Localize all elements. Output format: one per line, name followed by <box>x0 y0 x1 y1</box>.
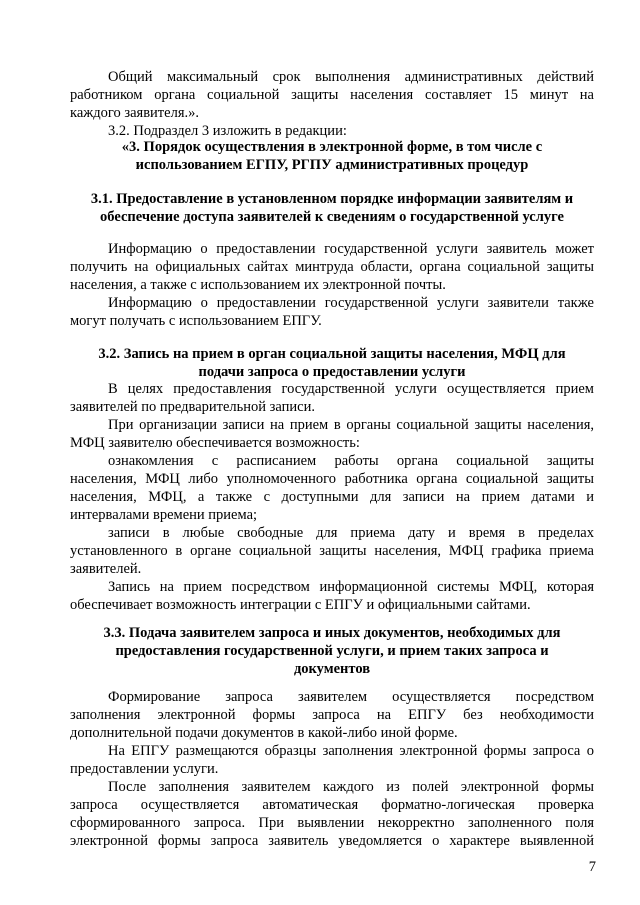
section-3-title <box>70 138 594 174</box>
text-line: записи в любые свободные для приема дату и время в пределах <box>108 525 594 541</box>
text-line: В целях предоставления государственной услуги осуществляется прием <box>108 381 594 397</box>
section-3-2-body <box>70 380 594 614</box>
text-line: ознакомления с расписанием работы органа социальной защиты <box>108 453 594 469</box>
section-3-1-body <box>70 240 594 330</box>
text-line: Формирование запроса заявителем осуществляется посредством <box>108 689 594 705</box>
text-line: заявителей по предварительной записи. <box>70 399 315 415</box>
text-line: При организации записи на прием в органы социальной защиты населения, <box>108 417 594 433</box>
title-line: 3.1. Предоставление в установленном порядке информации заявителям и <box>90 191 574 207</box>
text-line: Запись на прием посредством информационной системы МФЦ, которая <box>108 579 594 595</box>
text-line: На ЕПГУ размещаются образцы заполнения электронной формы запроса о <box>108 743 594 759</box>
title-line: использованием ЕГПУ, РГПУ административных процедур <box>135 157 529 173</box>
text-line: сформированного запроса. При выявлении некорректно заполненного поля <box>70 815 594 831</box>
text-line: электронной формы запроса заявитель уведомляется о характере выявленной <box>70 833 594 849</box>
text-line: 3.2. Подраздел 3 изложить в редакции: <box>108 123 347 139</box>
page-number: 7 <box>588 859 596 875</box>
text-line: населения, а также с использованием их электронной почты. <box>70 277 446 293</box>
title-line: 3.2. Запись на прием в орган социальной защиты населения, МФЦ для <box>98 346 566 362</box>
text-line: заявителей. <box>70 561 142 577</box>
title-line: 3.3. Подача заявителем запроса и иных документов, необходимых для <box>103 625 561 641</box>
section-3-1-title <box>70 190 594 226</box>
section-3-2-title <box>70 345 594 381</box>
text-line: Общий максимальный срок выполнения административных действий <box>108 69 594 85</box>
intro-paragraph <box>70 68 594 140</box>
text-line: дополнительной подачи документов в какой-либо иной форме. <box>70 725 458 741</box>
text-line: каждого заявителя.». <box>70 105 199 121</box>
text-line: обеспечивает возможность интеграции с ЕПГУ и официальными сайтами. <box>70 597 531 613</box>
text-line: населения, МФЦ либо уполномоченного работника органа социальной защиты <box>70 471 594 487</box>
text-line: Информацию о предоставлении государственной услуги заявитель может <box>108 241 594 257</box>
title-line: «3. Порядок осуществления в электронной форме, в том числе с <box>121 139 543 155</box>
title-line: обеспечение доступа заявителей к сведениям о государственной услуге <box>100 209 564 225</box>
title-line: предоставления государственной услуги, и прием таких запроса и <box>115 643 549 659</box>
text-line: Информацию о предоставлении государственной услуги заявители также <box>108 295 594 311</box>
title-line: документов <box>293 661 371 677</box>
text-line: запроса осуществляется автоматическая форматно-логическая проверка <box>70 797 594 813</box>
text-line: могут получать с использованием ЕПГУ. <box>70 313 322 329</box>
text-line: интервалами времени приема; <box>70 507 258 523</box>
title-line: подачи запроса о предоставлении услуги <box>198 364 466 380</box>
section-3-3-title <box>70 624 594 678</box>
text-line: МФЦ заявителю обеспечивается возможность: <box>70 435 360 451</box>
text-line: предоставлении услуги. <box>70 761 219 777</box>
text-line: работником органа социальной защиты населения составляет 15 минут на <box>70 87 594 103</box>
text-line: установленного в органе социальной защиты населения, МФЦ графика приема <box>70 543 594 559</box>
text-line: получить на официальных сайтах минтруда области, органа социальной защиты <box>70 259 594 275</box>
section-3-3-body <box>70 688 594 850</box>
text-line: заполнения электронной формы запроса на ЕПГУ без необходимости <box>70 707 594 723</box>
text-line: После заполнения заявителем каждого из полей электронной формы <box>108 779 594 795</box>
text-line: населения, МФЦ, а также с доступными для записи на прием датами и <box>70 489 594 505</box>
